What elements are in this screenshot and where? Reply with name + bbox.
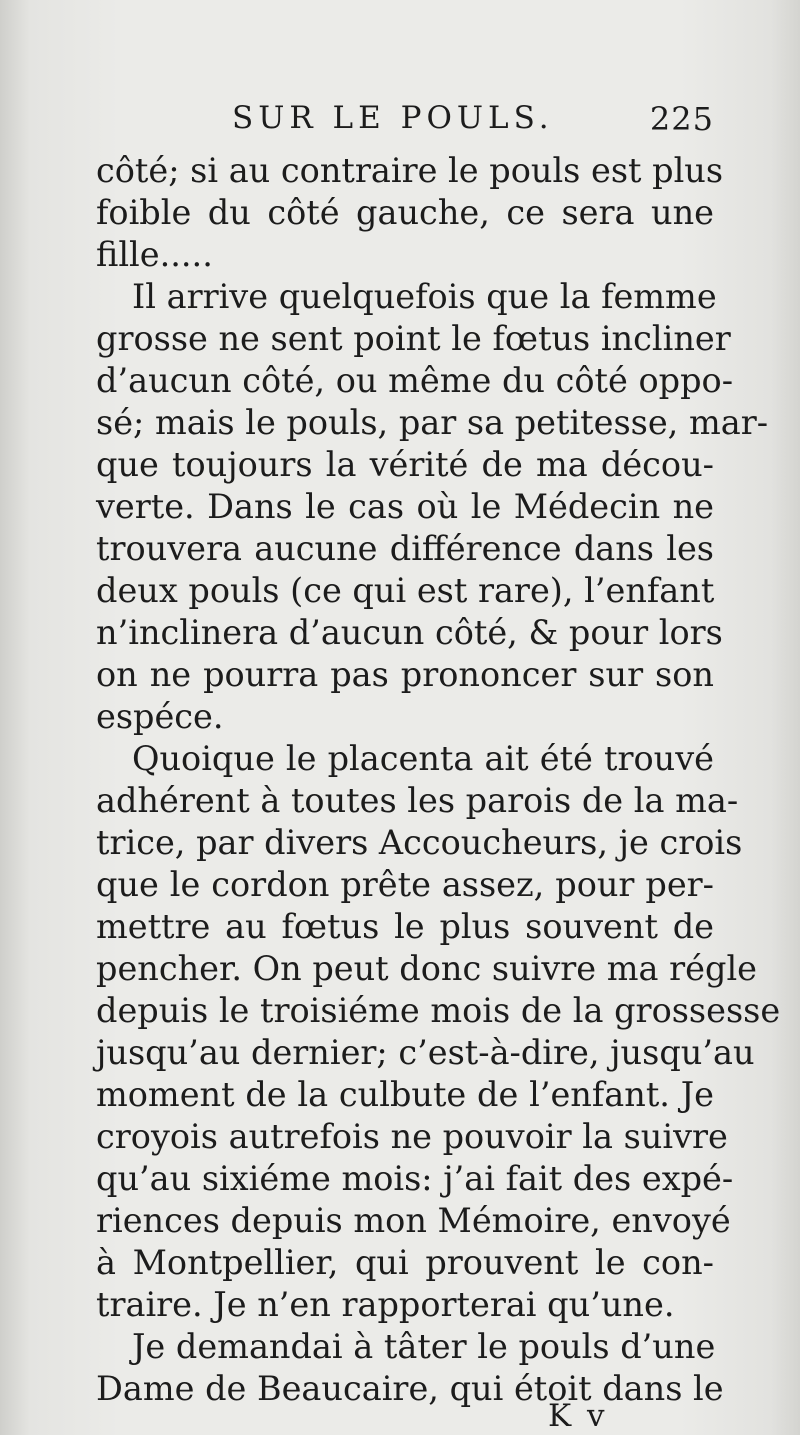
page-header <box>96 100 714 144</box>
page-number: 225 <box>649 100 714 138</box>
text-line: adhérent à toutes les parois de la ma- <box>96 781 739 820</box>
text-line: mettre au fœtus le plus souvent de <box>96 907 714 946</box>
text-line: verte. Dans le cas où le Médecin ne <box>96 487 714 526</box>
running-head: SUR LE POULS. <box>232 100 554 136</box>
text-line: trice, par divers Accoucheurs, je crois <box>96 823 743 862</box>
text-line: on ne pourra pas prononcer sur son <box>96 655 714 694</box>
text-line: riences depuis mon Mémoire, envoyé <box>96 1201 731 1240</box>
text-line: depuis le troisiéme mois de la grossesse <box>96 991 781 1030</box>
text-line: côté; si au contraire le pouls est plus <box>96 151 724 190</box>
text-line: grosse ne sent point le fœtus incliner <box>96 319 731 358</box>
text-line: jusqu’au dernier; c’est-à-dire, jusqu’au <box>96 1033 755 1072</box>
text-line: sé; mais le pouls, par sa petitesse, mar- <box>96 403 769 442</box>
text-line: deux pouls (ce qui est rare), l’enfant <box>96 571 715 610</box>
text-line: n’inclinera d’aucun côté, & pour lors <box>96 613 723 652</box>
text-line: traire. Je n’en rapporterai qu’une. <box>96 1285 675 1324</box>
text-line: que le cordon prête assez, pour per- <box>96 865 714 904</box>
text-line: Il arrive quelquefois que la femme <box>132 277 717 316</box>
text-line: foible du côté gauche, ce sera une <box>96 193 714 232</box>
text-line: pencher. On peut donc suivre ma régle <box>96 949 757 988</box>
text-line: Je demandai à tâter le pouls d’une <box>132 1327 716 1366</box>
text-line: moment de la culbute de l’enfant. Je <box>96 1075 714 1114</box>
text-line: croyois autrefois ne pouvoir la suivre <box>96 1117 728 1156</box>
text-line: à Montpellier, qui prouvent le con- <box>96 1243 714 1282</box>
body-text <box>96 150 781 1410</box>
text-line: qu’au sixiéme mois: j’ai fait des expé- <box>96 1159 734 1198</box>
text-line: espéce. <box>96 697 224 736</box>
text-line: fille..... <box>96 235 213 274</box>
text-line: Quoique le placenta ait été trouvé <box>132 739 714 778</box>
text-line: d’aucun côté, ou même du côté oppo- <box>96 361 734 400</box>
signature-mark: K v <box>548 1398 608 1434</box>
text-line: Dame de Beaucaire, qui étoit dans le <box>96 1369 724 1408</box>
text-line: que toujours la vérité de ma décou- <box>96 445 714 484</box>
text-line: trouvera aucune différence dans les <box>96 529 714 568</box>
